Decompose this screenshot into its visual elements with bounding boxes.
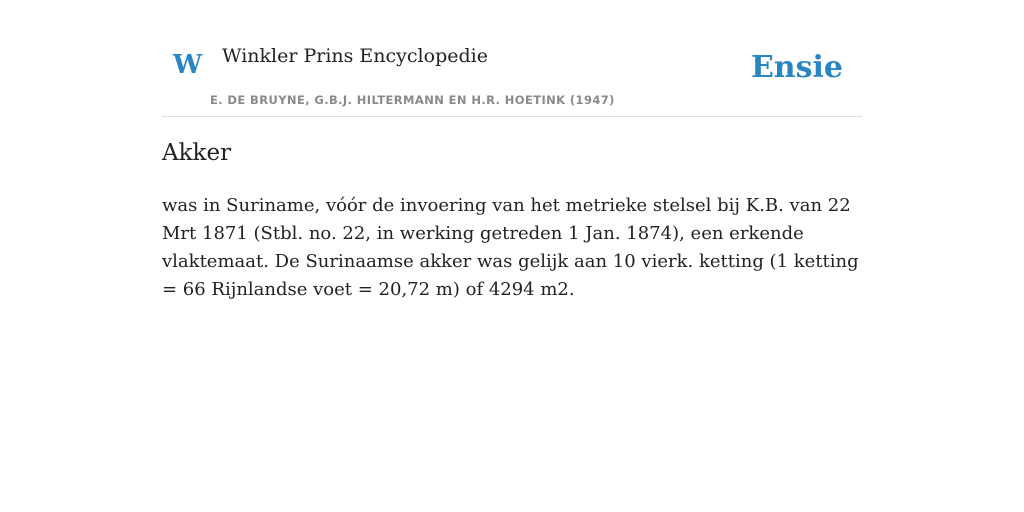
book-authors: E. DE BRUYNE, G.B.J. HILTERMANN EN H.R. HOETINK (1947) — [210, 93, 615, 107]
book-logo[interactable]: W — [173, 50, 203, 80]
book-title[interactable]: Winkler Prins Encyclopedie — [222, 45, 488, 67]
entry-title: Akker — [162, 140, 232, 166]
entry-body: was in Suriname, vóór de invoering van het metrieke stelsel bij K.B. van 22 Mrt 1871 (Stbl. no. 22, in werking getreden 1 Jan. 1874), een erkende vlaktemaat. De Surinaamse akker was gelijk aan 10 vierk. ketting (1 ketting = 66 Rijnlandse voet = 20,72 m) of 4294 m2. — [162, 195, 859, 300]
book-header — [162, 0, 862, 117]
site-brand-logo[interactable]: Ensie — [750, 50, 843, 85]
